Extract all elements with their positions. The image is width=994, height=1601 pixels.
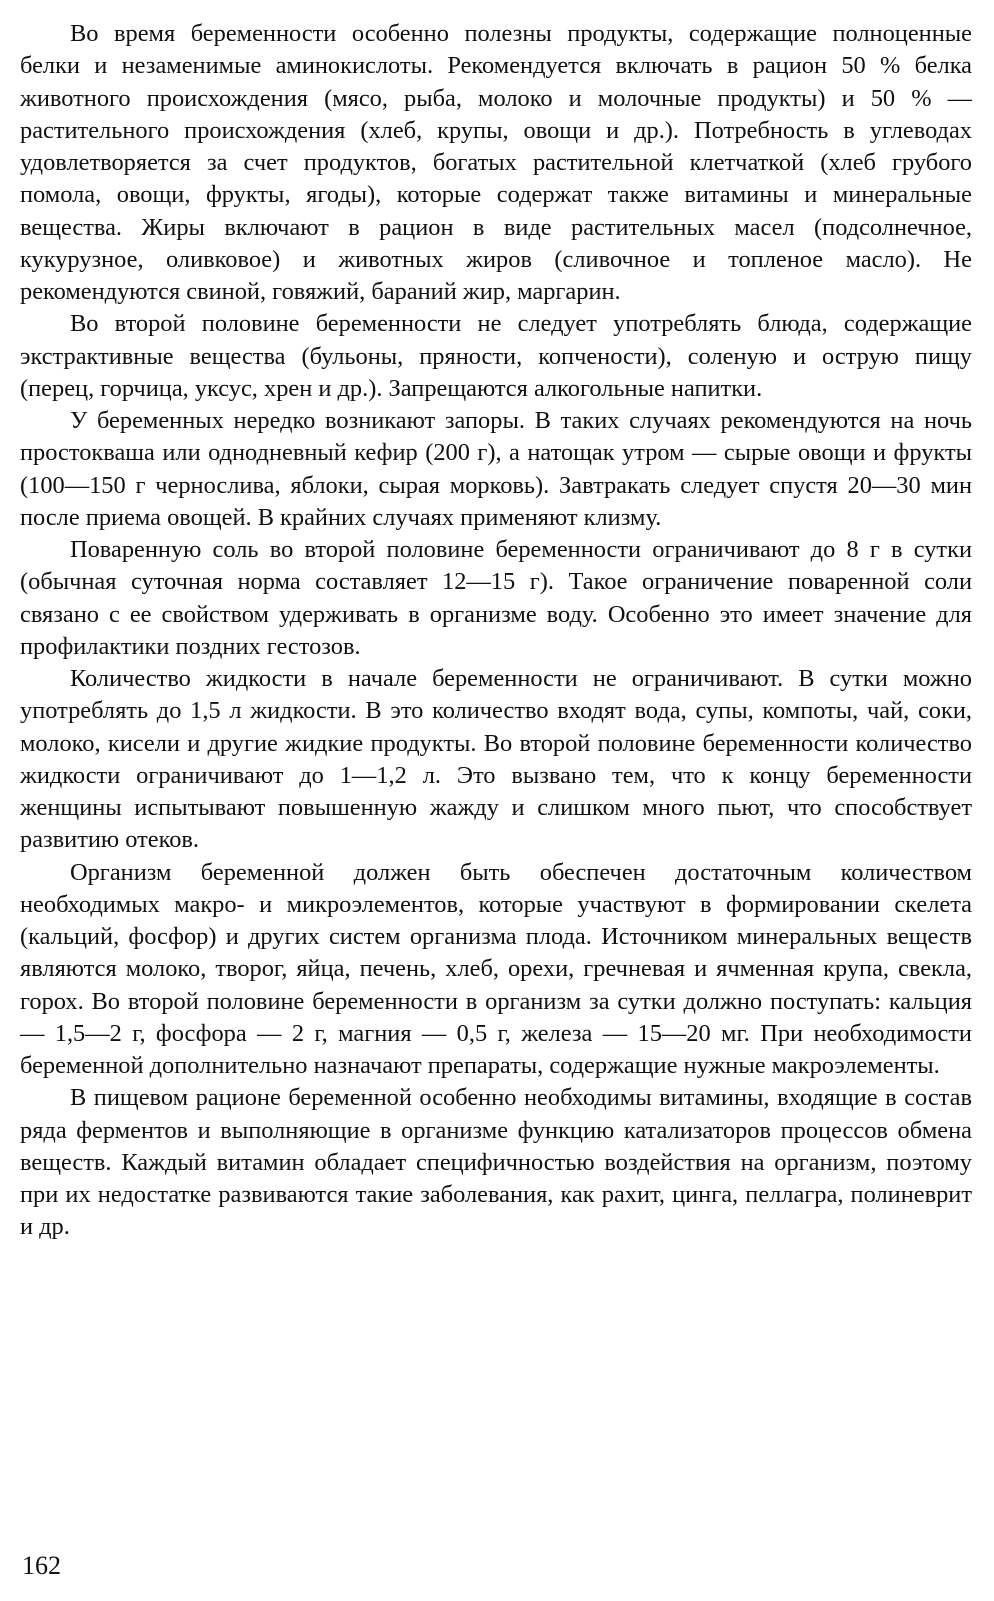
- page-body: [20, 18, 972, 1244]
- page-number: 162: [22, 1551, 61, 1580]
- paragraph-minerals: Организм беременной должен быть обеспечен достаточным количеством необходимых макро- и микроэлементов, которые участвуют в формировании скелета (кальций, фосфор) и других систем организма плода. Источником минеральных веществ являются молоко, творог, яйца, печень, хлеб, орехи, гречневая и ячменная крупа, свекла, горох. Во второй половине беременности в организм за сутки должно поступать: кальция — 1,5—2 г, фосфора — 2 г, магния — 0,5 г, железа — 15—20 мг. При необходимости беременной дополнительно назначают препараты, содержащие нужные макроэлементы.: [20, 858, 972, 1079]
- paragraph-second-half-restrictions: Во второй половине беременности не следует употреблять блюда, содержащие экстрактивные вещества (бульоны, пряности, копчености), соленую и острую пищу (перец, горчица, уксус, хрен и др.). Запрещаются алкогольные напитки.: [20, 310, 972, 402]
- paragraph-protein-nutrition: Во время беременности особенно полезны продукты, содержащие полноценные белки и незаменимые аминокислоты. Рекомендуется включать в рацион 50 % белка животного происхождения (мясо, рыба, молоко и молочные продукты) и 50 % — растительного происхождения (хлеб, крупы, овощи и др.). Потребность в углеводах удовлетворяется за счет продуктов, богатых растительной клетчаткой (хлеб грубого помола, овощи, фрукты, ягоды), которые содержат также витамины и минеральные вещества. Жиры включают в рацион в виде растительных масел (подсолнечное, кукурузное, оливковое) и животных жиров (сливочное и топленое масло). Не рекомендуются свиной, говяжий, бараний жир, маргарин.: [20, 20, 972, 305]
- paragraph-constipation: У беременных нередко возникают запоры. В таких случаях рекомендуются на ночь простокваша или однодневный кефир (200 г), а натощак утром — сырые овощи и фрукты (100—150 г чернослива, яблоки, сырая морковь). Завтракать следует спустя 20—30 мин после приема овощей. В крайних случаях применяют клизму.: [20, 407, 972, 531]
- paragraph-vitamins: В пищевом рационе беременной особенно необходимы витамины, входящие в состав ряда ферментов и выполняющие в организме функцию катализаторов процессов обмена веществ. Каждый витамин обладает специфичностью воздействия на организм, поэтому при их недостатке развиваются такие заболевания, как рахит, цинга, пеллагра, полиневрит и др.: [20, 1084, 972, 1241]
- paragraph-fluid-intake: Количество жидкости в начале беременности не ограничивают. В сутки можно употреблять до 1,5 л жидкости. В это количество входят вода, супы, компоты, чай, соки, молоко, кисели и другие жидкие продукты. Во второй половине беременности количество жидкости ограничивают до 1—1,2 л. Это вызвано тем, что к концу беременности женщины испытывают повышенную жажду и слишком много пьют, что способствует развитию отеков.: [20, 665, 972, 854]
- paragraph-salt-limit: Поваренную соль во второй половине беременности ограничивают до 8 г в сутки (обычная суточная норма составляет 12—15 г). Такое ограничение поваренной соли связано с ее свойством удерживать в организме воду. Особенно это имеет значение для профилактики поздних гестозов.: [20, 536, 972, 660]
